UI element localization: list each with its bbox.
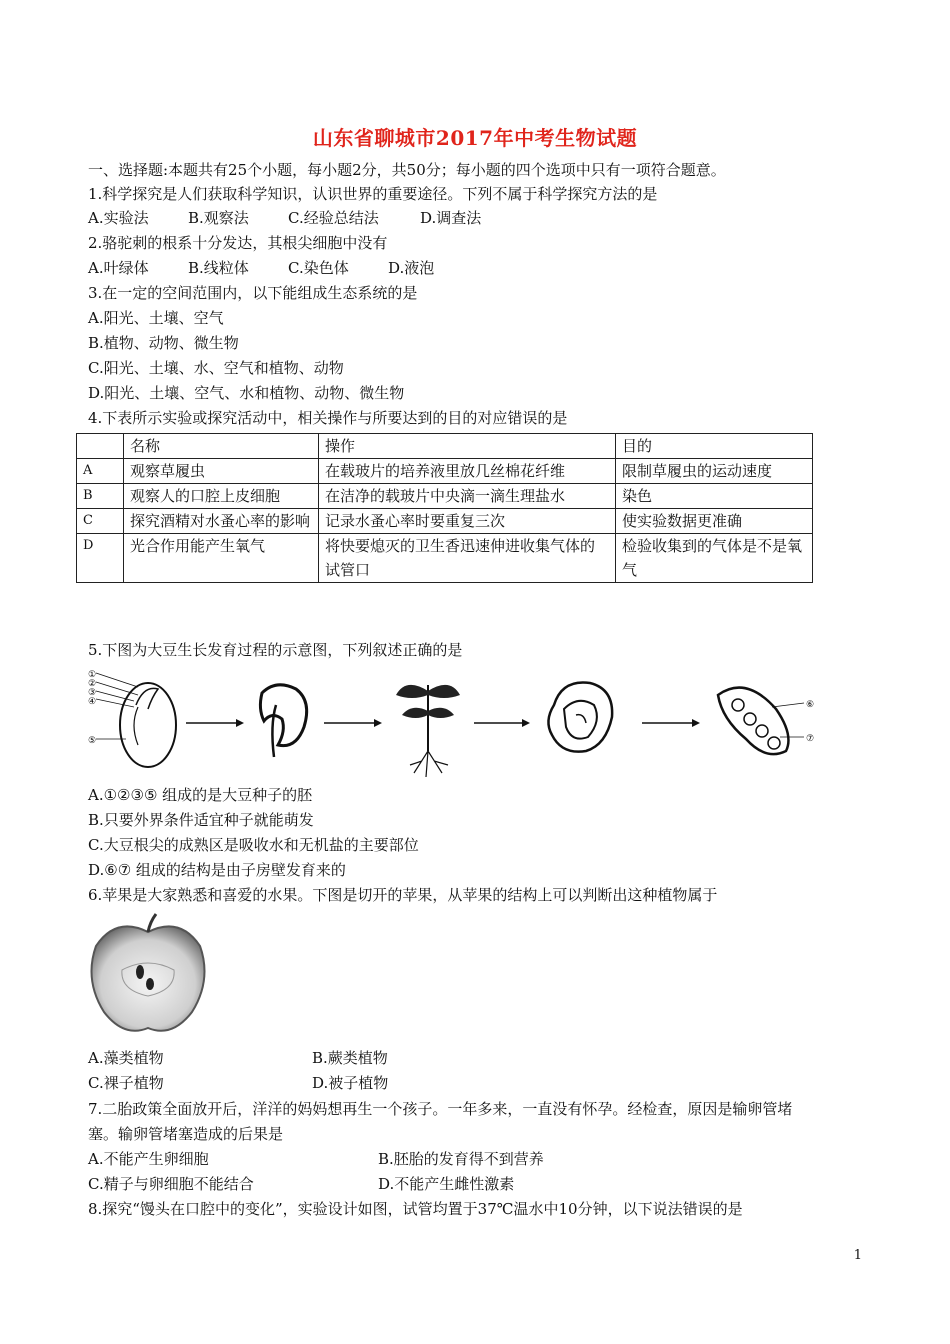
q7-stem-line2: 塞。输卵管堵塞造成的后果是 [88,1125,284,1143]
table-cell: 在洁净的载玻片中央滴一滴生理盐水 [319,484,616,509]
arrow-icon [324,719,382,727]
q2-option-d: D.液泡 [388,259,435,277]
q6-option-b: B.蕨类植物 [312,1049,388,1067]
table-header-cell: 名称 [124,434,319,459]
table-header-cell [77,434,124,459]
pod-diagram [718,688,814,755]
table-row [77,509,813,534]
q6-option-c: C.裸子植物 [88,1074,164,1092]
page-number: 1 [853,1248,862,1263]
seed-label-2: ② [88,679,97,689]
seed-label-4: ④ [88,697,97,707]
seed-label-3: ③ [88,688,97,698]
q7-option-b: B.胚胎的发育得不到营养 [378,1150,544,1168]
q2-option-a: A.叶绿体 [88,259,149,277]
pod-label-7: ⑦ [806,734,815,744]
seed-label-1: ① [88,670,97,680]
q5-option-b: B.只要外界条件适宜种子就能萌发 [88,811,314,829]
seed-diagram [88,670,176,767]
seedling-diagram [396,685,460,777]
soybean-growth-figure [86,665,826,785]
table-row [77,459,813,484]
table-cell: 检验收集到的气体是不是氧气 [616,534,813,583]
arrow-icon [642,719,700,727]
q3-option-b: B.植物、动物、微生物 [88,334,239,352]
q1-option-a: A.实验法 [88,209,149,227]
table-header-cell: 目的 [616,434,813,459]
table-row [77,484,813,509]
q3-option-c: C.阳光、土壤、水、空气和植物、动物 [88,359,344,377]
q5-option-c: C.大豆根尖的成熟区是吸收水和无机盐的主要部位 [88,836,419,854]
q1-option-b: B.观察法 [188,209,249,227]
table-header-cell: 操作 [319,434,616,459]
table-cell: A [77,459,124,484]
cut-apple-figure [86,910,210,1038]
q1-option-c: C.经验总结法 [288,209,379,227]
table-cell: 使实验数据更准确 [616,509,813,534]
q8-stem: 8.探究“馒头在口腔中的变化”，实验设计如图，试管均置于37℃温水中10分钟，以下说法错误的是 [88,1200,743,1218]
q7-stem-line1: 7.二胎政策全面放开后，洋洋的妈妈想再生一个孩子。一年多来，一直没有怀孕。经检查，原因是输卵管堵 [88,1100,793,1118]
q3-option-a: A.阳光、土壤、空气 [88,309,224,327]
table-header-row [77,434,813,459]
table-cell: 染色 [616,484,813,509]
flower-diagram [548,682,612,751]
table-cell: 光合作用能产生氧气 [124,534,319,583]
table-cell: C [77,509,124,534]
section-heading: 一、选择题:本题共有25个小题，每小题2分，共50分；每小题的四个选项中只有一项符合题意。 [88,161,726,179]
q2-option-b: B.线粒体 [188,259,249,277]
page-title: 山东省聊城市2017年中考生物试题 [312,126,638,150]
table-cell: 在载玻片的培养液里放几丝棉花纤维 [319,459,616,484]
seed-label-5: ⑤ [88,736,97,746]
germinating-seed-diagram [260,685,306,757]
q1-option-d: D.调查法 [420,209,482,227]
table-cell: 将快要熄灭的卫生香迅速伸进收集气体的试管口 [319,534,616,583]
q6-option-d: D.被子植物 [312,1074,389,1092]
q3-stem: 3.在一定的空间范围内，以下能组成生态系统的是 [88,284,418,302]
table-cell: 限制草履虫的运动速度 [616,459,813,484]
q7-option-a: A.不能产生卵细胞 [88,1150,209,1168]
q5-stem: 5.下图为大豆生长发育过程的示意图，下列叙述正确的是 [88,641,463,659]
table-cell: 记录水蚤心率时要重复三次 [319,509,616,534]
table-cell: 观察草履虫 [124,459,319,484]
q4-table [76,433,813,583]
q5-option-a: A.①②③⑤ 组成的是大豆种子的胚 [88,786,313,804]
q7-option-d: D.不能产生雌性激素 [378,1175,515,1193]
table-cell: B [77,484,124,509]
table-row [77,534,813,583]
q1-stem: 1.科学探究是人们获取科学知识，认识世界的重要途径。下列不属于科学探究方法的是 [88,185,658,203]
pod-label-6: ⑥ [806,700,815,710]
q2-stem: 2.骆驼刺的根系十分发达，其根尖细胞中没有 [88,234,388,252]
table-cell: 探究酒精对水蚤心率的影响 [124,509,319,534]
q6-stem: 6.苹果是大家熟悉和喜爱的水果。下图是切开的苹果，从苹果的结构上可以判断出这种植物属于 [88,886,718,904]
table-cell: 观察人的口腔上皮细胞 [124,484,319,509]
q4-stem: 4.下表所示实验或探究活动中，相关操作与所要达到的目的对应错误的是 [88,409,568,427]
q7-option-c: C.精子与卵细胞不能结合 [88,1175,254,1193]
arrow-icon [474,719,530,727]
q5-option-d: D.⑥⑦ 组成的结构是由子房壁发育来的 [88,861,346,879]
q3-option-d: D.阳光、土壤、空气、水和植物、动物、微生物 [88,384,405,402]
q6-option-a: A.藻类植物 [88,1049,164,1067]
arrow-icon [186,719,244,727]
q2-option-c: C.染色体 [288,259,349,277]
table-cell: D [77,534,124,583]
